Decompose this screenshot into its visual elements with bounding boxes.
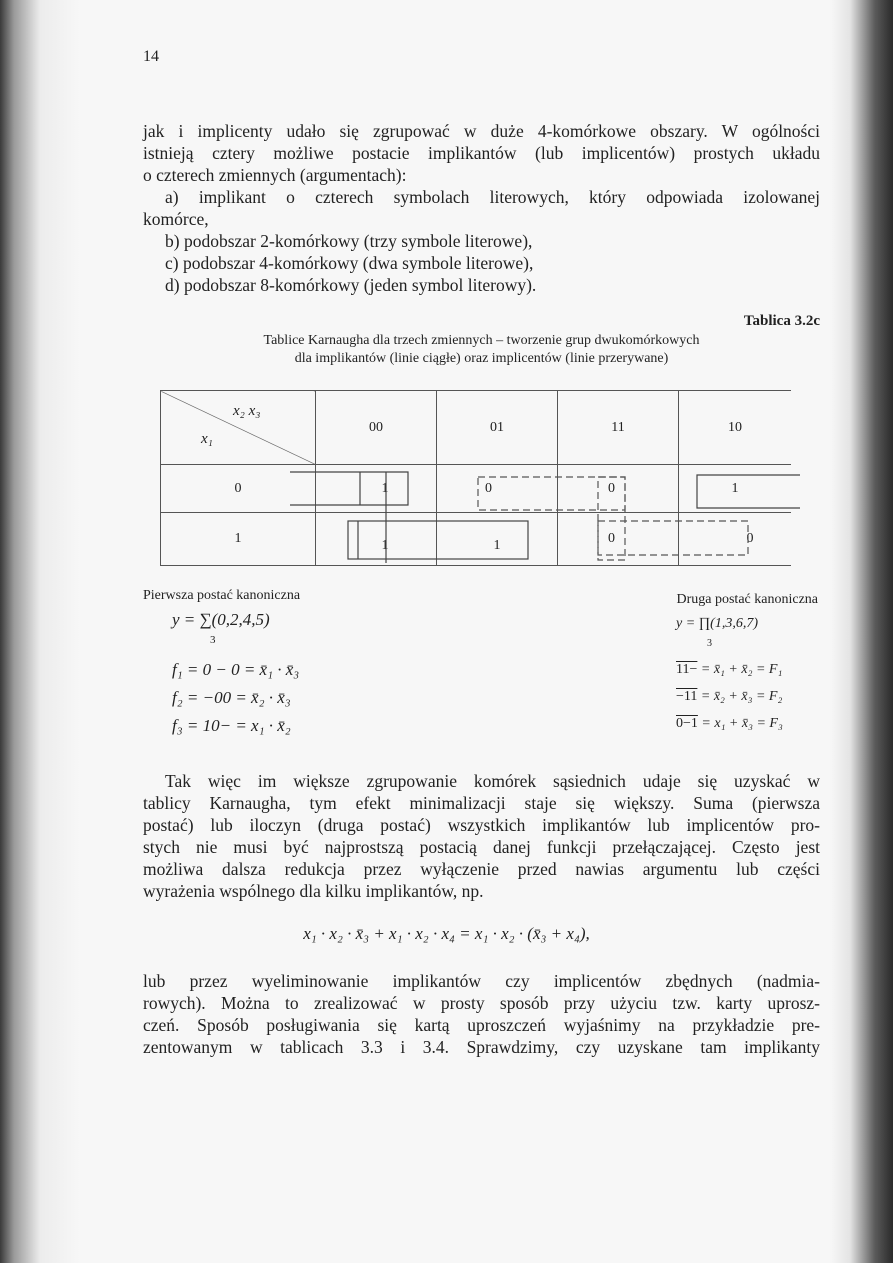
page-number: 14 — [143, 48, 159, 65]
right-formulas-title: Druga postać kanoniczna — [676, 592, 818, 607]
col-header: 11 — [558, 391, 679, 465]
text-line: b) podobszar 2-komórkowy (trzy symbole literowe), — [165, 231, 533, 251]
implicent-group-dashed — [598, 521, 748, 555]
implicent-group-dashed — [598, 477, 625, 560]
implicant-formula: f₁ = 0 − 0 = x̄₁ · x̄₃ — [172, 660, 300, 679]
text-line: o czterech zmiennych (argumentach): — [143, 165, 407, 185]
implicant-group-solid — [697, 475, 800, 508]
text-line: rowych). Można to zrealizować w prosty sposób przy użyciu tzw. karty uprosz- — [143, 993, 820, 1013]
implicant-group-solid — [290, 472, 408, 505]
table-caption: Tablice Karnaugha dla trzech zmiennych – tworzenie grup dwukomórkowych — [263, 333, 700, 348]
product-subscript: 3 — [707, 638, 712, 649]
kmap-cell: 1 — [437, 513, 558, 566]
implicent-formula — [676, 689, 782, 705]
col-header: 01 — [437, 391, 558, 465]
expr: = x̄₂ + x̄₃ = F₂ — [697, 689, 783, 704]
code: 0−1 — [676, 716, 698, 731]
kmap-cell: 0 — [558, 465, 679, 513]
product-formula: y = ∏(1,3,6,7) — [676, 616, 759, 631]
text-line: Tak więc im większe zgrupowanie komórek sąsiednich udaje się uzyskać w — [165, 771, 820, 791]
text-line: d) podobszar 8-komórkowy (jeden symbol literowy). — [165, 275, 537, 295]
sum-formula: y = ∑(0,2,4,5) — [172, 610, 270, 629]
text-line: wyrażenia wspólnego dla kilku implikantów, np. — [143, 881, 484, 901]
col-variable-label: x₂ x₃ — [233, 403, 261, 419]
implicant-formula: f₂ = −00 = x̄₂ · x̄₃ — [172, 688, 291, 707]
text-line: zentowanym w tablicach 3.3 i 3.4. Sprawdzimy, czy uzyskane tam implikanty — [143, 1037, 820, 1057]
text-line: możliwa dalsza redukcja przez wyłączenie przed nawias argumentu lub części — [143, 859, 820, 879]
kmap-cell: 0 — [437, 465, 558, 513]
text-line: c) podobszar 4-komórkowy (dwa symbole literowe), — [165, 253, 534, 273]
row-header: 0 — [161, 465, 316, 513]
text-line: istnieją cztery możliwe postacie implikantów (lub implicentów) prostych układu — [143, 143, 820, 163]
expr: = x̄₁ + x̄₂ = F₁ — [697, 662, 783, 677]
table-caption: dla implikantów (linie ciągłe) oraz implicentów (linie przerywane) — [294, 351, 669, 366]
row-variable-label: x₁ — [201, 431, 213, 447]
text-line: czeń. Sposób posługiwania się kartą uproszczeń wyjaśnimy na przykładzie pre- — [143, 1015, 820, 1035]
kmap-cell: 1 — [316, 465, 437, 513]
kmap-cell: 0 — [558, 513, 679, 566]
left-formulas-title: Pierwsza postać kanoniczna — [143, 588, 301, 603]
kmap-cell: 0 — [679, 513, 792, 566]
text-line: stych nie musi być najprostszą postacią danej funkcji przełączającej. Często jest — [143, 837, 820, 857]
col-header: 00 — [316, 391, 437, 465]
sum-subscript: 3 — [210, 634, 216, 646]
code: 11− — [676, 662, 698, 677]
col-header: 10 — [679, 391, 792, 465]
implicent-formula — [676, 662, 782, 678]
implicent-formula — [676, 716, 783, 732]
implicant-formula: f₃ = 10− = x₁ · x̄₂ — [172, 716, 291, 735]
text-line: a) implikant o czterech symbolach literowych, który odpowiada izolowanej — [165, 187, 820, 207]
text-line: tablicy Karnaugha, tym efekt minimalizacji staje się większy. Suma (pierwsza — [143, 793, 820, 813]
text-line: jak i implicenty udało się zgrupować w duże 4-komórkowe obszary. W ogólności — [143, 121, 820, 141]
implicant-group-solid — [348, 521, 528, 559]
implicent-group-dashed — [478, 477, 625, 510]
kmap-cell: 1 — [679, 465, 792, 513]
kmap-cell: 1 — [316, 513, 437, 566]
code: −11 — [676, 689, 698, 704]
text-line: lub przez wyeliminowanie implikantów czy implicentów zbędnych (nadmia- — [143, 971, 820, 991]
table-label: Tablica 3.2c — [743, 313, 820, 329]
row-header: 1 — [161, 513, 316, 566]
text-line: komórce, — [143, 209, 209, 229]
equation: x₁ · x₂ · x̄₃ + x₁ · x₂ · x₄ = x₁ · x₂ · (x̄₃ + x₄), — [303, 924, 590, 943]
expr: = x₁ + x̄₃ = F₃ — [697, 716, 783, 731]
text-line: postać) lub iloczyn (druga postać) wszystkich implikantów lub implicentów pro- — [143, 815, 820, 835]
